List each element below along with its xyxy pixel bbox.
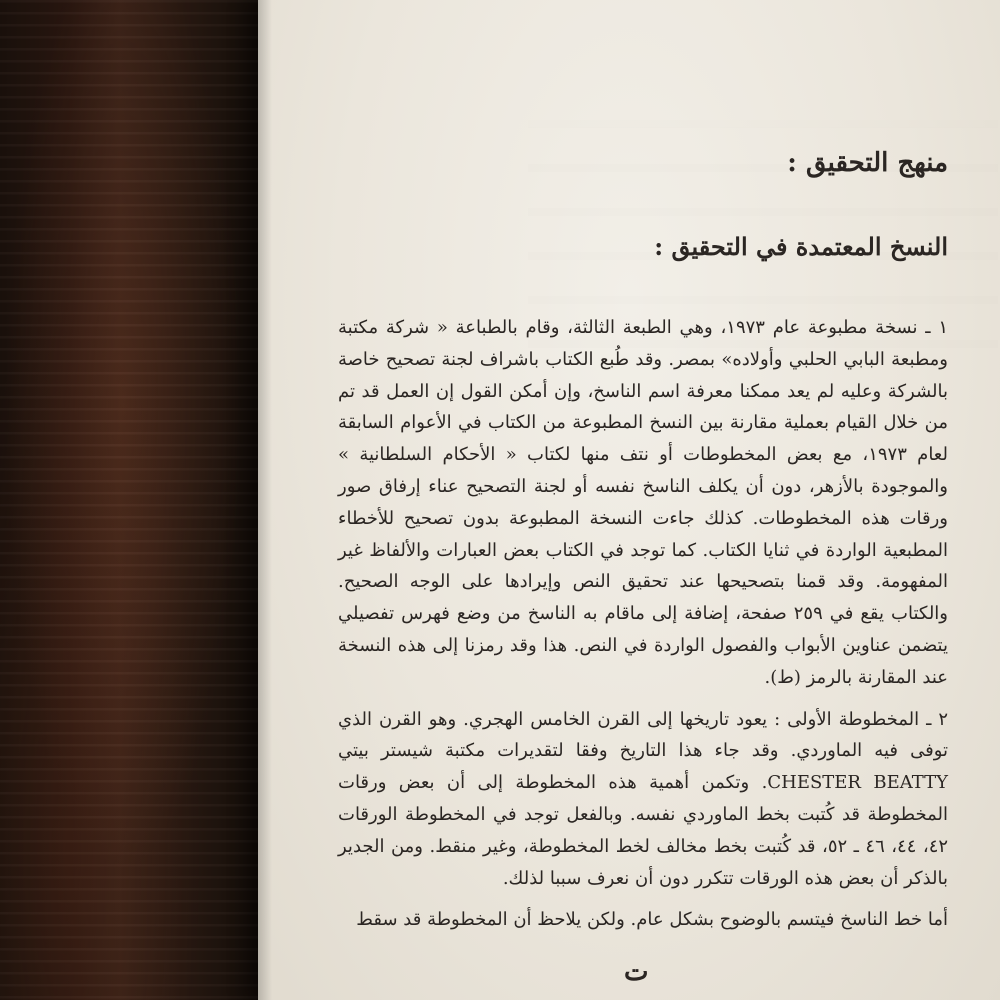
paragraph-1: ١ ـ نسخة مطبوعة عام ١٩٧٣، وهي الطبعة الثالثة، وقام بالطباعة « شركة مكتبة ومطبعة البابي الحلبي وأولاده» بمصر. وقد طُبع الكتاب باشراف لجنة تصحيح خاصة بالشركة وعليه لم يعد ممكنا معرفة اسم الناسخ، وإن أمكن القول إن العمل قد تم من خلال القيام بعملية مقارنة بين النسخ المطبوعة من الكتاب في الأعوام السابقة لعام ١٩٧٣، مع بعض المخطوطات أو نتف منها لكتاب « الأحكام السلطانية » والموجودة بالأزهر، دون أن يكلف الناسخ نفسه أو لجنة التصحيح عناء إرفاق صور ورقات هذه المخطوطات. كذلك جاءت النسخة المطبوعة بدون تصحيح للأخطاء المطبعية الواردة في ثنايا الكتاب. كما توجد في الكتاب بعض العبارات والألفاظ غير المفهومة. وقد قمنا بتصحيحها عند تحقيق النص وإيرادها على الوجه الصحيح. والكتاب يقع في ٢٥٩ صفحة، إضافة إلى ماقام به الناسخ من وضع فهرس تفصيلي يتضمن عناوين الأبواب والفصول الواردة في النص. هذا وقد رمزنا إلى هذه النسخة عند المقارنة بالرمز (ط). [338,317,948,688]
book-page [258,0,1000,1000]
page-marker: ت [624,957,649,987]
section-title: النسخ المعتمدة في التحقيق : [654,232,948,261]
ghost-line [528,90,998,128]
bleed-through-text [528,90,998,330]
ghost-line [528,178,998,216]
wooden-table-background [0,0,275,1000]
body-text [338,312,948,946]
ghost-line [528,266,998,304]
page-title: منهج التحقيق : [787,148,948,178]
paragraph-3: أما خط الناسخ فيتسم بالوضوح بشكل عام. ولكن يلاحظ أن المخطوطة قد سقط [356,909,948,931]
paragraph-2: ٢ ـ المخطوطة الأولى : يعود تاريخها إلى القرن الخامس الهجري. وهو القرن الذي توفى فيه الماوردي. وقد جاء هذا التاريخ وفقا لتقديرات مكتبة شيستر بيتي CHESTER BEATTY. وتكمن أهمية هذه المخطوطة إلى أن بعض ورقات المخطوطة قد كُتبت بخط الماوردي نفسه. وبالفعل توجد في المخطوطة الورقات ٤٢، ٤٤، ٤٦ ـ ٥٢، قد كُتبت بخط مخالف لخط المخطوطة، وغير منقط. ومن الجدير بالذكر أن بعض هذه الورقات تتكرر دون أن نعرف سببا لذلك. [338,708,949,889]
